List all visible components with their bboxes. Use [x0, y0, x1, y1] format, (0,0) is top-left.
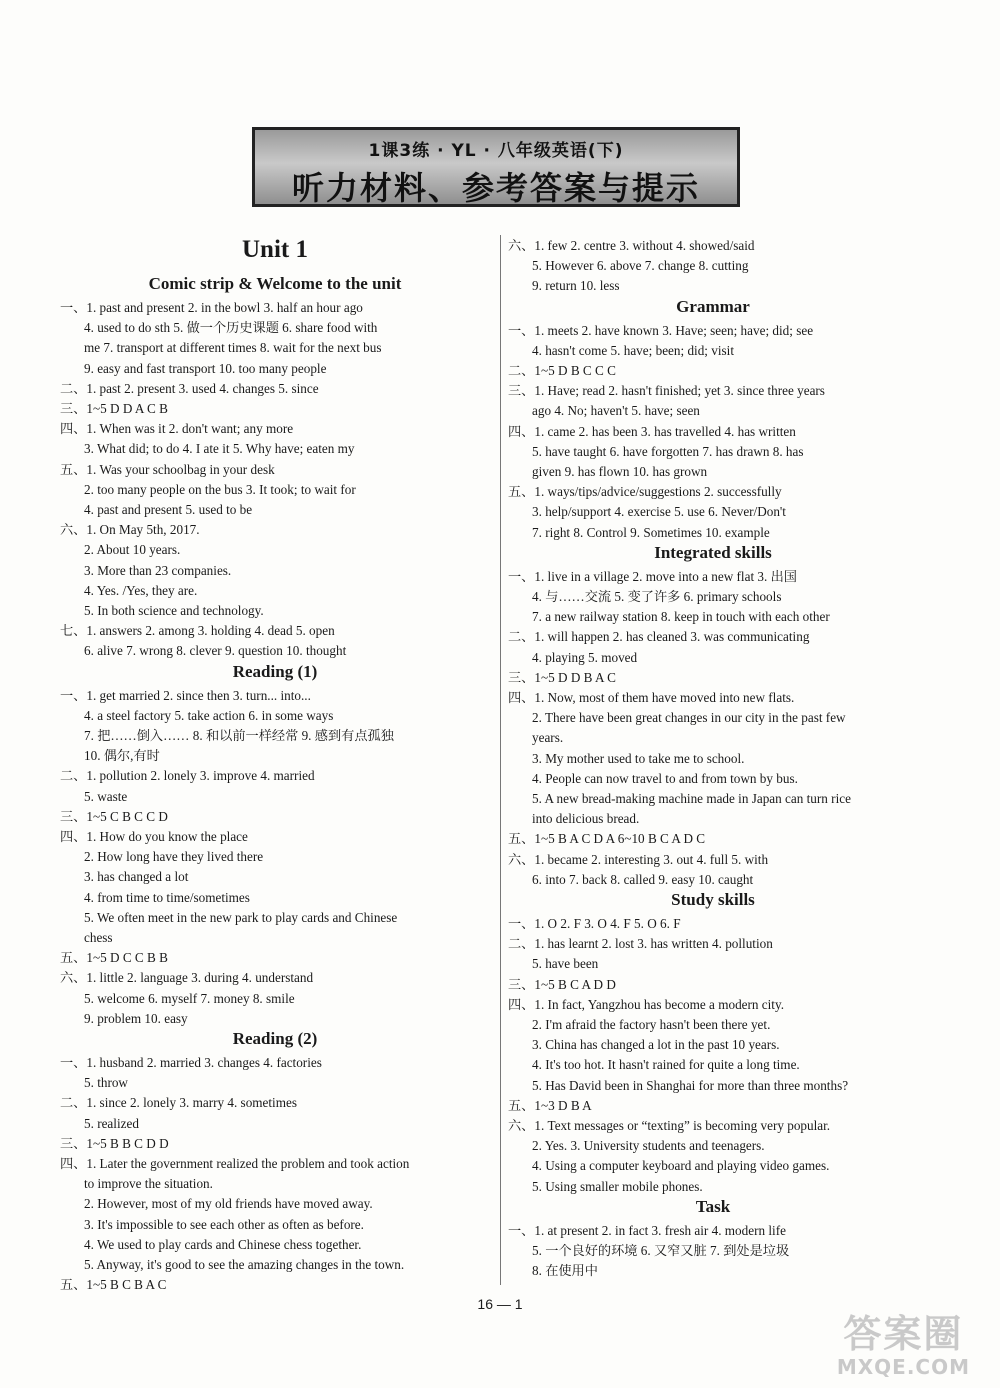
- answer-line: 4. 与……交流 5. 变了许多 6. primary schools: [532, 589, 782, 604]
- answer-line: 2. Yes. 3. University students and teenagers.: [532, 1138, 765, 1154]
- answer-line: 七、1. answers 2. among 3. holding 4. dead 5. open: [60, 623, 335, 639]
- answer-line: 一、1. live in a village 2. move into a new flat 3. 出国: [508, 568, 797, 584]
- answer-line: 4. hasn't come 5. have; been; did; visit: [532, 342, 734, 358]
- answer-line: 一、1. get married 2. since then 3. turn... into...: [60, 687, 311, 703]
- page-number: 16 — 1: [477, 1296, 523, 1312]
- answer-line: 5. Has David been in Shanghai for more than three months?: [532, 1077, 849, 1093]
- answer-line: 六、1. became 2. interesting 3. out 4. full 5. with: [508, 851, 769, 867]
- answer-line: ago 4. No; haven't 5. have; seen: [532, 403, 700, 419]
- answer-line: 5. A new bread-making machine made in Japan can turn rice: [532, 791, 851, 806]
- answer-line: 5. However 6. above 7. change 8. cutting: [532, 258, 749, 274]
- answer-line: 五、1~3 D B A: [508, 1097, 592, 1113]
- answer-line: 三、1~5 B B C D D: [60, 1135, 169, 1151]
- answer-line: 5. We often meet in the new park to play cards and Chinese: [84, 909, 398, 925]
- section-integrated: Integrated skills: [654, 542, 772, 562]
- section-comic: Comic strip & Welcome to the unit: [148, 274, 402, 293]
- answer-line: 9. return 10. less: [532, 278, 620, 294]
- answer-line: 3. More than 23 companies.: [84, 562, 232, 578]
- answer-line: 三、1~5 C B C C D: [60, 808, 168, 824]
- answer-line: 四、1. came 2. has been 3. has travelled 4. has written: [508, 423, 796, 439]
- answer-line: 7. 把……倒入…… 8. 和以前一样经常 9. 感到有点孤独: [84, 728, 394, 743]
- answer-line: 7. a new railway station 8. keep in touch with each other: [532, 609, 830, 625]
- banner-subtitle: 1课3练 · YL · 八年级英语(下): [368, 141, 624, 161]
- answer-line: 9. problem 10. easy: [84, 1010, 188, 1026]
- answer-line: 5. realized: [84, 1115, 139, 1131]
- column-divider: [500, 235, 501, 1285]
- answer-line: 四、1. How do you know the place: [60, 829, 248, 844]
- answer-line: 四、1. Later the government realized the problem and took action: [60, 1156, 410, 1171]
- watermark-bottom: MXQE.COM: [836, 1355, 970, 1379]
- answer-line: 5. have been: [532, 956, 599, 972]
- answer-line: 2. There have been great changes in our city in the past few: [532, 710, 846, 726]
- answer-line: 4. from time to time/sometimes: [84, 889, 250, 905]
- answer-line: 2. However, most of my old friends have moved away.: [84, 1196, 373, 1212]
- answer-line: 4. past and present 5. used to be: [84, 502, 253, 517]
- answer-line: 4. People can now travel to and from town by bus.: [532, 770, 798, 786]
- answer-line: 二、1. will happen 2. has cleaned 3. was communicating: [508, 629, 810, 645]
- answer-line: 一、1. O 2. F 3. O 4. F 5. O 6. F: [508, 916, 681, 931]
- answer-line: given 9. has flown 10. has grown: [532, 464, 708, 479]
- answer-line: 6. alive 7. wrong 8. clever 9. question 10. thought: [84, 643, 347, 659]
- answer-line: 4. Using a computer keyboard and playing video games.: [532, 1158, 830, 1174]
- answer-line: 7. right 8. Control 9. Sometimes 10. example: [532, 524, 770, 540]
- answer-line: 4. used to do sth 5. 做一个历史课题 6. share food with: [84, 320, 378, 336]
- answer-line: 四、1. In fact, Yangzhou has become a modern city.: [508, 996, 785, 1012]
- answer-line: 5. 一个良好的环境 6. 又窄又脏 7. 到处是垃圾: [532, 1243, 790, 1258]
- watermark-top: 答案圈: [843, 1312, 964, 1356]
- answer-line: 4. a steel factory 5. take action 6. in some ways: [84, 707, 334, 723]
- answer-line: 六、1. little 2. language 3. during 4. understand: [60, 970, 314, 986]
- answer-line: 一、1. at present 2. in fact 3. fresh air 4. modern life: [508, 1222, 786, 1238]
- answer-line: 3. China has changed a lot in the past 10 years.: [532, 1037, 780, 1053]
- section-task: Task: [695, 1196, 731, 1216]
- section-reading-1: Reading (1): [232, 661, 318, 681]
- answer-line: 二、1. has learnt 2. lost 3. has written 4. pollution: [508, 936, 773, 952]
- answer-line: 三、1~5 D D A C B: [60, 401, 168, 416]
- banner-title: 听力材料、参考答案与提示: [291, 169, 700, 207]
- answer-line: me 7. transport at different times 8. wait for the next bus: [84, 340, 382, 356]
- answer-line: 五、1~5 B A C D A 6~10 B C A D C: [508, 831, 706, 847]
- answer-line: 9. easy and fast transport 10. too many people: [84, 360, 327, 376]
- header-banner: [252, 127, 740, 207]
- answer-line: 二、1. since 2. lonely 3. marry 4. sometimes: [60, 1095, 297, 1111]
- answer-line: 2. I'm afraid the factory hasn't been there yet.: [532, 1017, 771, 1032]
- answer-line: 10. 偶尔,有时: [84, 748, 160, 764]
- answer-line: to improve the situation.: [84, 1176, 213, 1192]
- answer-line: 3. has changed a lot: [84, 869, 189, 885]
- unit-title: Unit 1: [242, 236, 308, 263]
- answer-line: 一、1. husband 2. married 3. changes 4. factories: [60, 1055, 322, 1070]
- answer-line: 五、1~5 D C C B B: [60, 950, 168, 966]
- answer-line: 二、1~5 D B C C C: [508, 363, 616, 378]
- section-reading-2: Reading (2): [232, 1029, 318, 1048]
- section-grammar: Grammar: [676, 296, 750, 316]
- answer-line: 二、1. past 2. present 3. used 4. changes 5. since: [60, 380, 319, 396]
- answer-line: 四、1. Now, most of them have moved into new flats.: [508, 690, 795, 705]
- answer-line: 4. We used to play cards and Chinese chess together.: [84, 1236, 362, 1252]
- answer-line: 5. throw: [84, 1075, 128, 1091]
- watermark-logo: [837, 1312, 970, 1378]
- answer-line: 五、1. ways/tips/advice/suggestions 2. successfully: [508, 484, 782, 500]
- answer-line: 六、1. Text messages or “texting” is becoming very popular.: [508, 1118, 831, 1133]
- answer-line: 一、1. past and present 2. in the bowl 3. half an hour ago: [60, 300, 363, 315]
- answer-line: 5. Using smaller mobile phones.: [532, 1178, 703, 1194]
- answer-line: 5. have taught 6. have forgotten 7. has drawn 8. has: [532, 443, 804, 459]
- answer-line: into delicious bread.: [532, 811, 640, 827]
- answer-line: 一、1. meets 2. have known 3. Have; seen; have; did; see: [508, 322, 814, 338]
- answer-line: 4. It's too hot. It hasn't rained for quite a long time.: [532, 1057, 800, 1073]
- answer-line: 3. It's impossible to see each other as often as before.: [84, 1216, 364, 1232]
- answer-line: 三、1~5 B C A D D: [508, 976, 616, 992]
- answer-line: 5. Anyway, it's good to see the amazing changes in the town.: [84, 1257, 405, 1272]
- answer-line: 4. playing 5. moved: [532, 649, 638, 665]
- answer-line: 3. help/support 4. exercise 5. use 6. Never/Don't: [532, 504, 786, 520]
- answer-line: 2. About 10 years.: [84, 542, 181, 558]
- answer-line: 3. My mother used to take me to school.: [532, 750, 745, 766]
- answer-line: 5. waste: [84, 788, 128, 804]
- answer-line: 三、1. Have; read 2. hasn't finished; yet 3. since three years: [508, 383, 825, 399]
- answer-line: 四、1. When was it 2. don't want; any more: [60, 421, 294, 437]
- section-study: Study skills: [671, 890, 755, 909]
- answer-line: 2. How long have they lived there: [84, 849, 264, 865]
- answer-line: 三、1~5 D D B A C: [508, 669, 616, 685]
- answer-line: 六、1. few 2. centre 3. without 4. showed/said: [508, 238, 755, 253]
- answer-line: 5. welcome 6. myself 7. money 8. smile: [84, 990, 295, 1006]
- answer-line: 5. In both science and technology.: [84, 603, 264, 618]
- answer-line: chess: [84, 930, 113, 945]
- answer-line: 二、1. pollution 2. lonely 3. improve 4. married: [60, 768, 315, 784]
- answer-line: years.: [532, 730, 564, 746]
- answer-line: 3. What did; to do 4. I ate it 5. Why have; eaten my: [84, 441, 355, 457]
- answer-line: 6. into 7. back 8. called 9. easy 10. caught: [532, 871, 754, 887]
- answer-line: 六、1. On May 5th, 2017.: [60, 522, 200, 538]
- answer-line: 五、1. Was your schoolbag in your desk: [60, 461, 275, 477]
- answer-line: 五、1~5 B C B A C: [60, 1277, 167, 1293]
- answer-line: 8. 在使用中: [532, 1263, 598, 1279]
- answer-line: 4. Yes. /Yes, they are.: [84, 582, 198, 598]
- answer-line: 2. too many people on the bus 3. It took; to wait for: [84, 481, 356, 497]
